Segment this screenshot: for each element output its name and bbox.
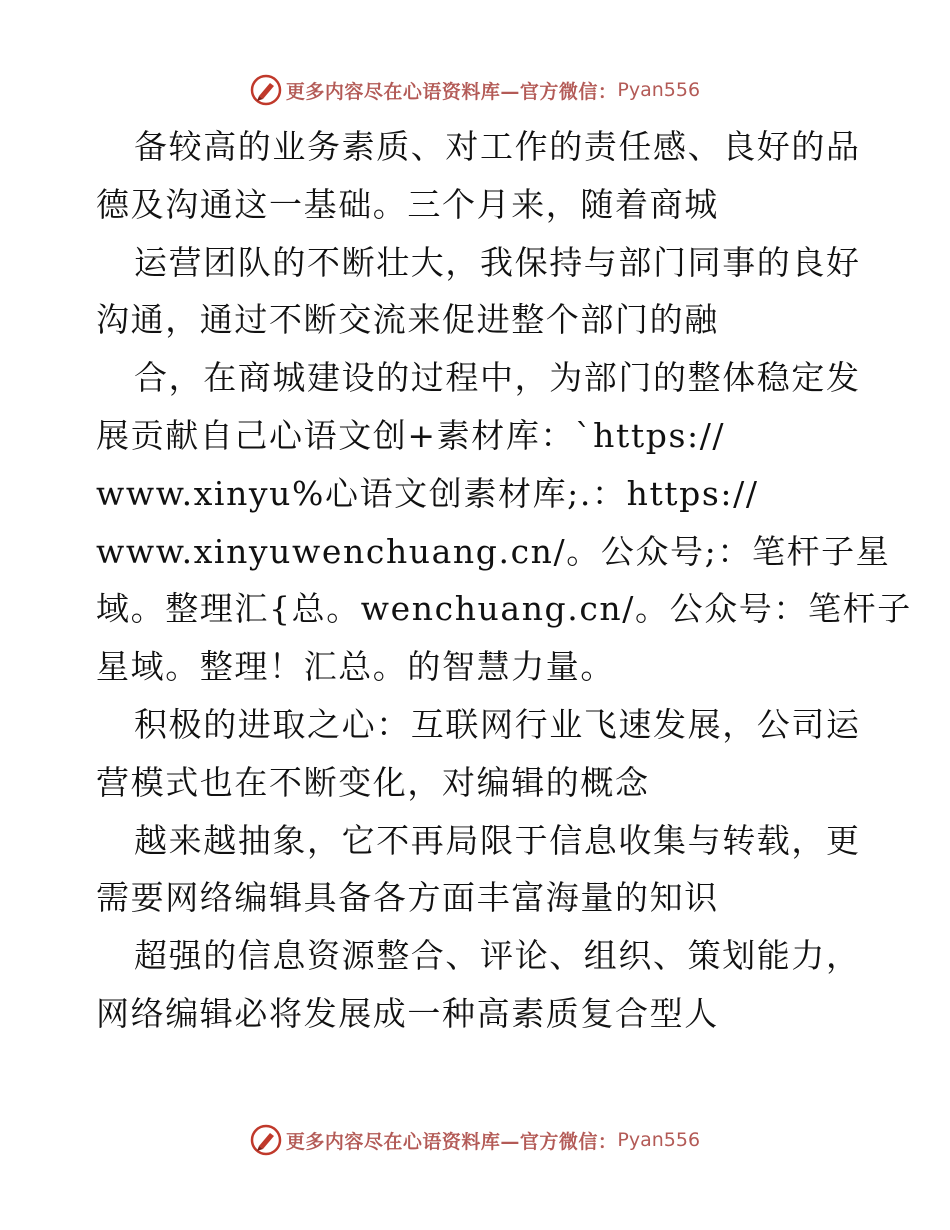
header-banner-text: 更多内容尽在心语资料库—官方微信： <box>285 80 618 103</box>
paragraph-line: 沟通，通过不断交流来促进整个部门的融 <box>96 300 719 340</box>
paragraph-line: 备较高的业务素质、对工作的责任感、良好的品 <box>134 127 861 166</box>
paragraph-line: www.xinyuwenchuang.cn/。公众号;：笔杆子星 <box>96 531 891 571</box>
paragraph-line: 越来越抽象，它不再局限于信息收集与转载，更 <box>134 820 861 860</box>
paragraph-line: 积极的进取之心：互联网行业飞速发展，公司运 <box>134 704 861 744</box>
footer-banner-wechat: Pyan556 <box>617 1129 701 1151</box>
header-banner-wechat: Pyan556 <box>617 79 701 101</box>
paragraph-line: 需要网络编辑具备各方面丰富海量的知识 <box>96 878 719 918</box>
footer-banner <box>0 1120 950 1160</box>
paragraph-line: www.xinyu%心语文创素材库;.：https:// <box>96 473 759 513</box>
paragraph-line: 网络编辑必将发展成一种高素质复合型人 <box>96 993 719 1033</box>
paragraph-line: 域。整理汇{总。wenchuang.cn/。公众号：笔杆子 <box>96 589 912 629</box>
footer-banner-text: 更多内容尽在心语资料库—官方微信： <box>285 1130 618 1153</box>
paragraph-line: 合，在商城建设的过程中，为部门的整体稳定发 <box>134 358 861 398</box>
header-banner <box>0 70 950 110</box>
paragraph-line: 展贡献自己心语文创+素材库：`https:// <box>96 415 726 455</box>
paragraph-line: 星域。整理！汇总。的智慧力量。 <box>96 647 615 687</box>
document-body <box>96 118 912 1043</box>
pen-logo-icon <box>250 74 282 106</box>
paragraph-line: 超强的信息资源整合、评论、组织、策划能力， <box>134 936 861 976</box>
paragraph-line: 运营团队的不断壮大，我保持与部门同事的良好 <box>134 242 861 282</box>
paragraph-line: 营模式也在不断变化，对编辑的概念 <box>96 762 650 802</box>
pen-logo-icon <box>250 1124 282 1156</box>
paragraph-line: 德及沟通这一基础。三个月来，随着商城 <box>96 184 719 224</box>
